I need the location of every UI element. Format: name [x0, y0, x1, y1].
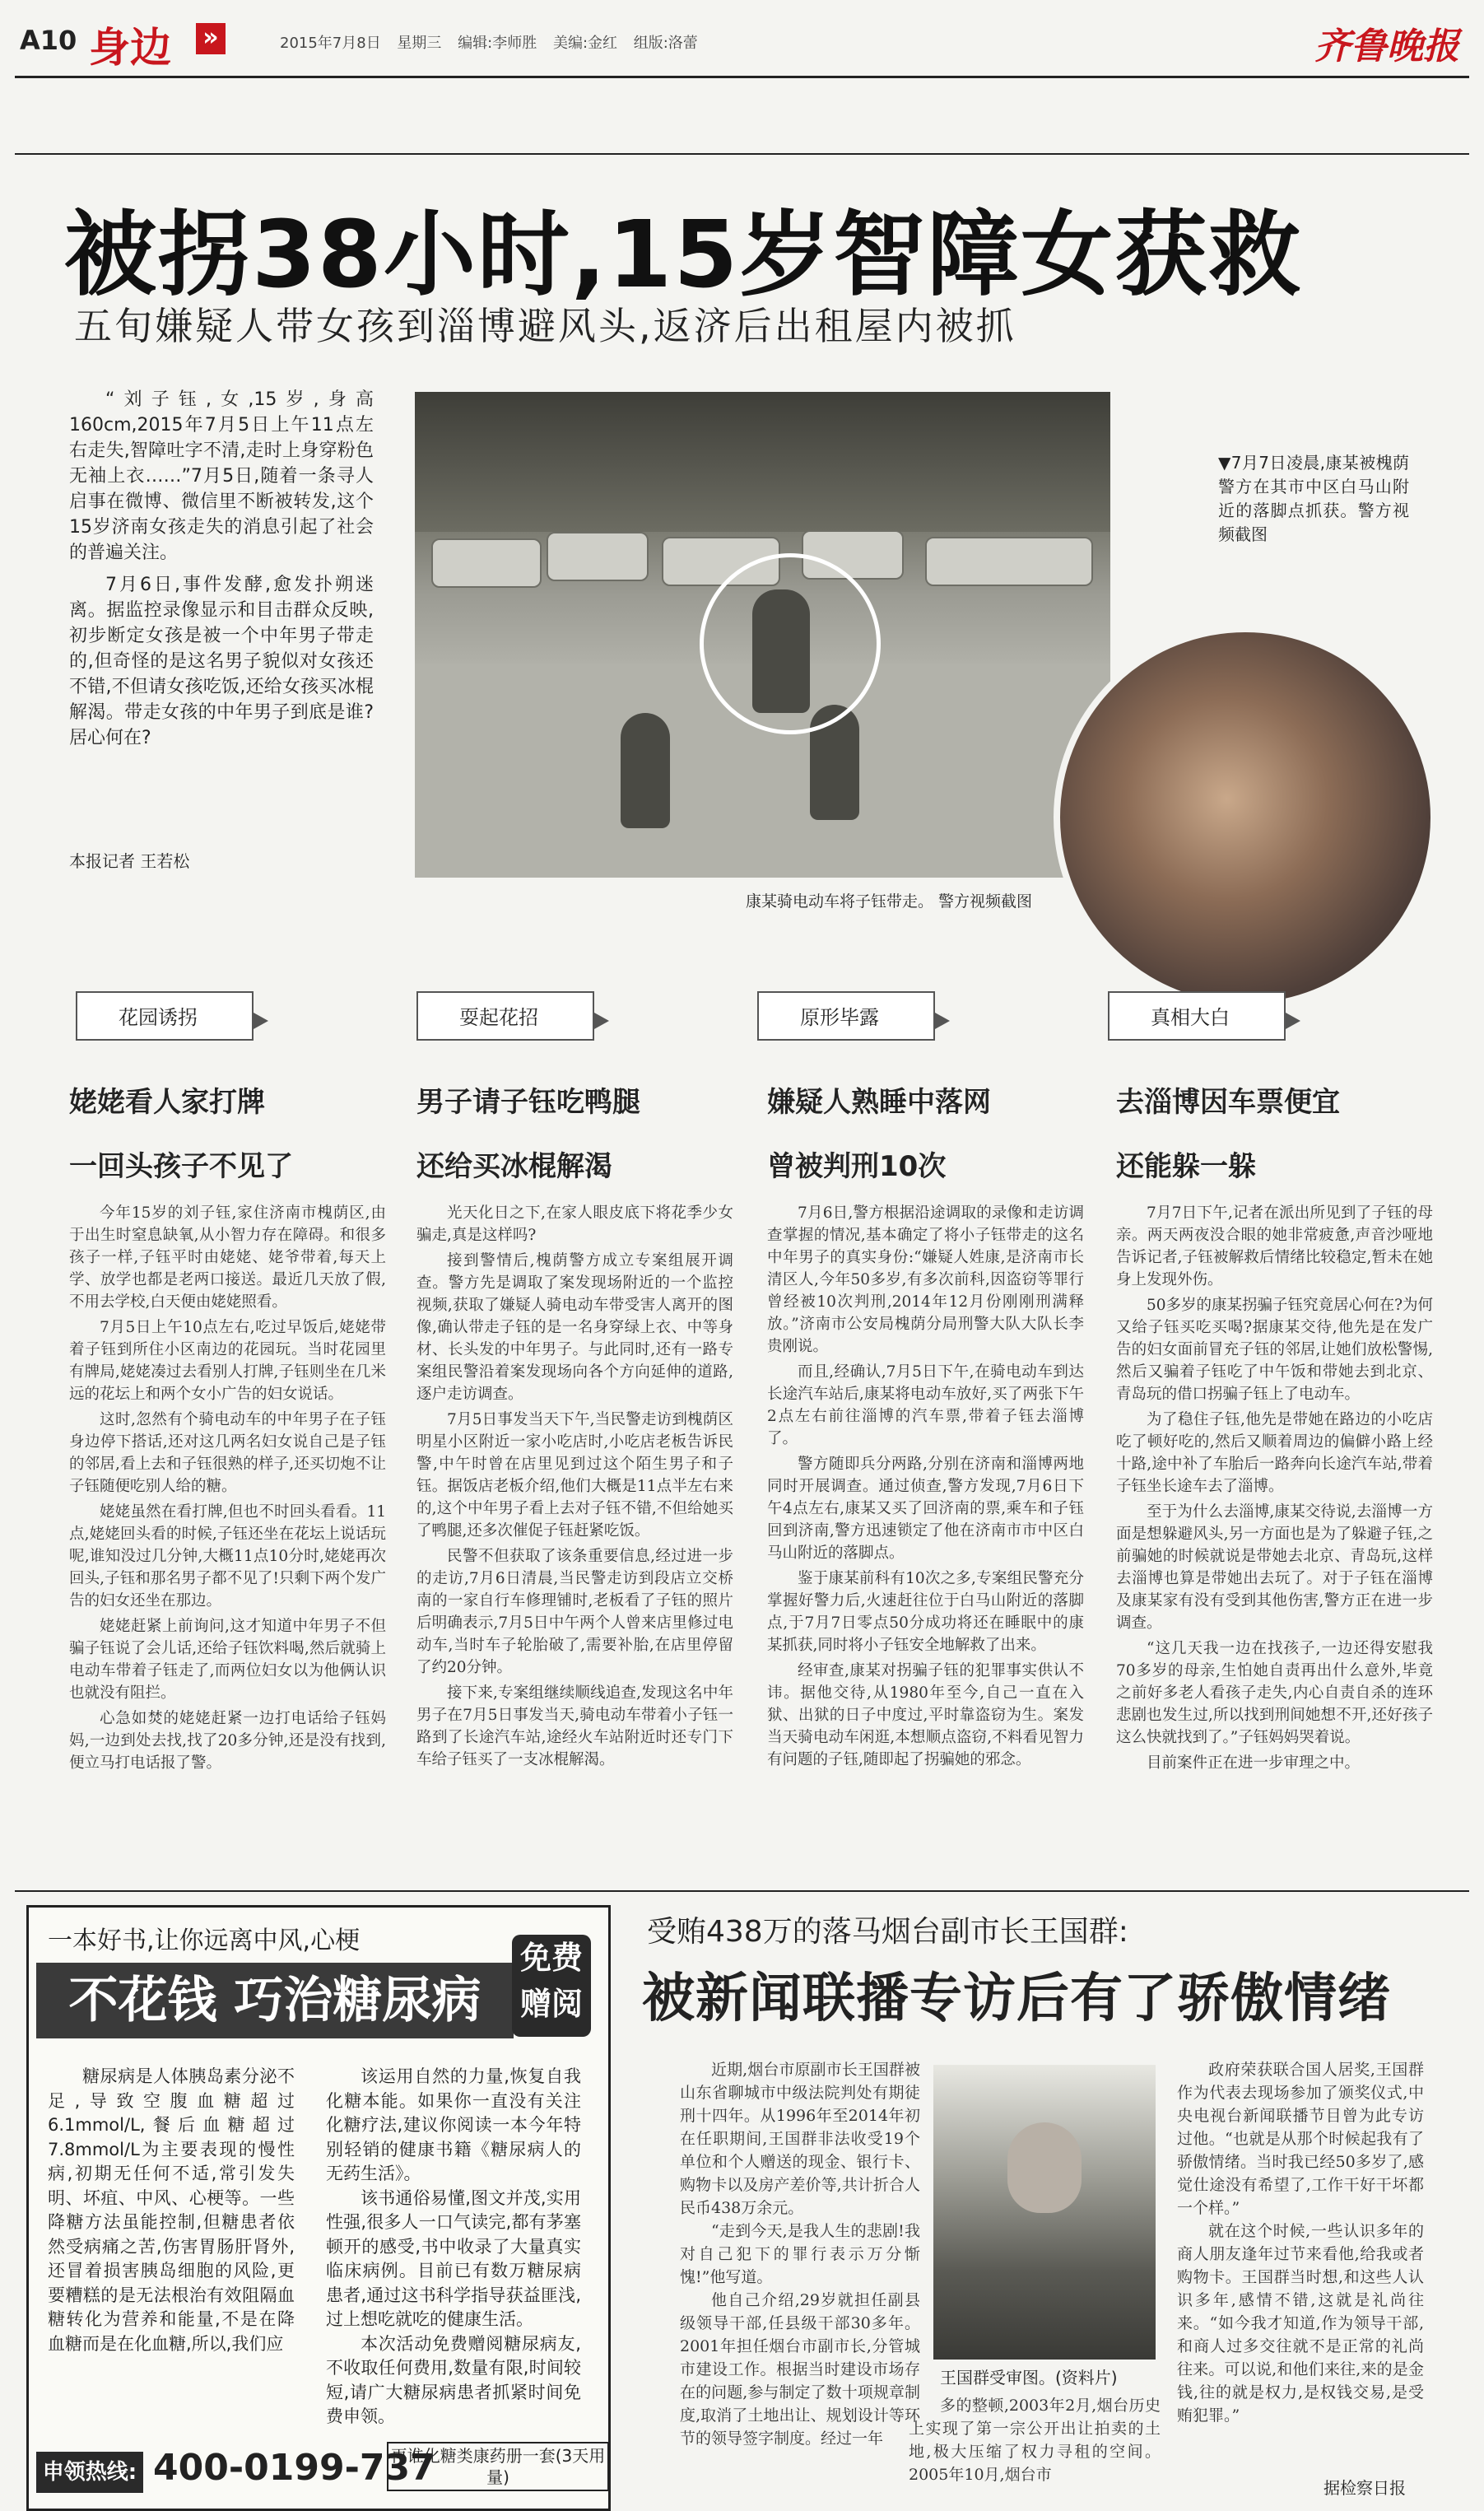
- column-heading-line: 还给买冰棍解渴: [416, 1150, 612, 1183]
- issue-meta: 2015年7月8日 星期三 编辑:李师胜 美编:金红 组版:洛蕾: [280, 35, 698, 52]
- ad-badge-line: 赠阅: [519, 1986, 583, 2022]
- reporter-byline: 本报记者 王若松: [69, 851, 190, 871]
- photo-trees: [415, 392, 1110, 532]
- paragraph: 经审查,康某对拐骗子钰的犯罪事实供认不讳。据他交待,从1980年至今,自己一直在入狱、出狱的日子中度过,平时靠盗窃为生。案发当天骑电动车闲逛,本想顺点盗窃,不料看见智力有问题的子钰,随即起了拐骗她的邪念。: [767, 1662, 1084, 1768]
- photo-figure: [1007, 2122, 1082, 2213]
- column-heading-line: 去淄博因车票便宜: [1116, 1086, 1340, 1119]
- column-heading-line: 男子请子钰吃鸭腿: [416, 1086, 640, 1119]
- paragraph: 姥姥赶紧上前询问,这才知道中年男子不但骗子钰说了会儿话,还给子钰饮料喝,然后就骑上电动车带着子钰走了,而两位妇女以为他俩认识也就没有阻拦。: [69, 1618, 386, 1702]
- paragraph: 姥姥虽然在看打牌,但也不时回头看看。11点,姥姥回头看的时候,子钰还坐在花坛上说话玩呢,谁知没过几分钟,大概11点10分时,姥姥再次回头,子钰和那名男子都不见了!只剩下两个发广告的妇女还坐在那边。: [69, 1503, 386, 1610]
- paragraph: 就在这个时候,一些认识多年的商人朋友逢年过节来看他,给我或者购物卡。王国群当时想,和这些人认识多年,感情不错,这就是礼尚往来。“如今我才知道,作为领导干部,和商人过多交往就不是正常的礼尚往来。可以说,和他们来往,来的是金钱,往的就是权力,是权钱交易,是受贿犯罪。”: [1177, 2222, 1424, 2425]
- paragraph: 7月7日下午,记者在派出所见到了子钰的母亲。两天两夜没合眼的她非常疲惫,声音沙哑地告诉记者,子钰被解救后情绪比较稳定,暂未在她身上发现外伤。: [1116, 1204, 1433, 1288]
- column-body-1: [69, 1202, 386, 1777]
- photo-caption: 康某骑电动车将子钰带走。 警方视频截图: [746, 892, 1033, 911]
- ad-body-col-2: [326, 2065, 581, 2429]
- paragraph: 近期,烟台市原副市长王国群被山东省聊城市中级法院判处有期徒刑十四年。从1996年至2014年初在任职期间,王国群非法收受19个单位和个人赠送的现金、银行卡、购物卡以及房产差价等,共计折合人民币438万余元。: [680, 2061, 920, 2217]
- tab-section-4: 真相大白: [1108, 991, 1286, 1041]
- tab-section-2: 耍起花招: [416, 991, 594, 1041]
- column-heading-line: 姥姥看人家打牌: [69, 1086, 265, 1119]
- column-heading-1: [69, 1070, 398, 1199]
- trial-photo-caption: 王国群受审图。(资料片): [940, 2368, 1118, 2388]
- ad-body-col-1: [48, 2065, 295, 2356]
- column-heading-line: 一回头孩子不见了: [69, 1150, 293, 1183]
- paragraph: 他自己介绍,29岁就担任副县级领导干部,任县级干部30多年。2001年担任烟台市副市长,分管城市建设工作。根据当时建设市场存在的问题,参与制定了数十项规章制度,取消了土地出让、规划设计等环节的领导签字制度。经过一年: [680, 2291, 920, 2448]
- column-body-2: [416, 1202, 733, 1774]
- column-body-4: [1116, 1202, 1433, 1777]
- paragraph: 至于为什么去淄博,康某交待说,去淄博一方面是想躲避风头,另一方面也是为了躲避子钰,之前骗她的时候就说是带她去北京、青岛玩,这样去淄博也算是带她出去玩了。对于子钰在淄博及康某家有没有受到其他伤害,警方正在进一步调查。: [1116, 1503, 1433, 1632]
- paragraph: 民警不但获取了该条重要信息,经过进一步的走访,7月6日清晨,当民警走访到段店立交桥南的一家自行车修理铺时,老板看了子钰的照片后明确表示,7月5日中午两个人曾来店里修过电动车,当时车子轮胎破了,需要补胎,在店里停留了约20分钟。: [416, 1548, 733, 1676]
- column-body-3: [767, 1202, 1084, 1774]
- ad-hotline-label: 申领热线:: [36, 2452, 143, 2493]
- ad-title: 不花钱 巧治糖尿病: [36, 1963, 514, 2038]
- tab-section-3: 原形毕露: [757, 991, 935, 1041]
- paragraph: 50多岁的康某拐骗子钰究竟居心何在?为何又给子钰买吃买喝?据康某交待,他先是在发广告的妇女面前冒充子钰的邻居,让她们放松警惕,然后又骗着子钰吃了中午饭和带她去到北京、青岛玩的借口拐骗子钰上了电动车。: [1116, 1297, 1433, 1403]
- column-heading-3: [767, 1070, 1096, 1199]
- lead-text: [69, 387, 374, 757]
- paragraph: 接到警情后,槐荫警方成立专案组展开调查。警方先是调取了案发现场附近的一个监控视频,获取了嫌疑人骑电动车带受害人离开的图像,确认带走子钰的是一名身穿绿上衣、中等身材、长头发的中年男子。与此同时,还有一路专案组民警沿着案发现场向各个方向延伸的道路,逐户走访调查。: [416, 1252, 733, 1403]
- header-rule: [15, 76, 1469, 78]
- photo-car: [431, 538, 542, 588]
- paragraph: 今年15岁的刘子钰,家住济南市槐荫区,由于出生时窒息缺氧,从小智力存在障碍。和很多孩子一样,子钰平时由姥姥、姥爷带着,每天上学、放学也都是老两口接送。最近几天放了假,不用去学校,白天便由姥姥照看。: [69, 1204, 386, 1311]
- paragraph: “这几天我一边在找孩子,一边还得安慰我70多岁的母亲,生怕她自责再出什么意外,毕竟之前好多老人看孩子走失,内心自责自杀的连环悲剧也发生过,所以找到刑间她想不开,还好孩子这么快就找到了。”子钰妈妈哭着说。: [1116, 1640, 1433, 1746]
- story2-col-1: [680, 2058, 920, 2450]
- lead-paragraph: “刘子钰,女,15岁,身高160cm,2015年7月5日上午11点左右走失,智障吐字不清,走时上身穿粉色无袖上衣……”7月5日,随着一条寻人启事在微博、微信里不断被转发,这个15岁济南女孩走失的消息引起了社会的普遍关注。: [69, 389, 374, 563]
- section-arrow-icon: »: [196, 23, 226, 54]
- ad-tagline: 一本好书,让你远离中风,心梗: [48, 1926, 361, 1955]
- paragraph: 目前案件正在进一步审理之中。: [1147, 1754, 1361, 1772]
- paragraph: 警方随即兵分两路,分别在济南和淄博两地同时开展调查。通过侦查,警方发现,7月6日下午4点左右,康某又买了回济南的票,乘车和子钰回到济南,警方迅速锁定了他在济南市市中区白马山附近的落脚点。: [767, 1456, 1084, 1562]
- paragraph: 政府荣获联合国人居奖,王国群作为代表去现场参加了颁奖仪式,中央电视台新闻联播节目曾为此专访过他。“也就是从那个时候起我有了骄傲情绪。当时我已经50多岁了,感觉仕途没有希望了,工作干好干坏都一个样。”: [1177, 2061, 1424, 2217]
- ad-free-badge: [512, 1935, 591, 2037]
- tab-section-1: 花园诱拐: [76, 991, 254, 1041]
- subheadline: 五旬嫌疑人带女孩到淄博避风头,返济后出租屋内被抓: [74, 304, 1016, 348]
- headline: 被拐38小时,15岁智障女获救: [64, 202, 1303, 309]
- highlight-circle: [700, 553, 881, 734]
- story2-headline: 被新闻联播专访后有了骄傲情绪: [642, 1968, 1391, 2029]
- ad-offer-note: 再谁化糖类康药册一套(3天用量): [387, 2442, 609, 2491]
- section-name: 身边: [89, 23, 171, 72]
- ad-paragraph: 该运用自然的力量,恢复自我化糖本能。如果你一直没有关注化糖疗法,建议你阅读一本今年特别轻销的健康书籍《糖尿病人的无药生活》。: [326, 2066, 581, 2183]
- story2-source: 据检察日报: [1324, 2478, 1406, 2498]
- page-number: A10: [20, 25, 77, 56]
- story2-col-3: [1177, 2058, 1424, 2427]
- masthead-logo: 齐鲁晚报: [1314, 26, 1459, 68]
- paragraph: 鉴于康某前科有10次之多,专案组民警充分掌握好警力后,火速赶往位于白马山附近的落脚点,于7月7日零点50分成功将还在睡眠中的康某抓获,同时将小子钰安全地解救了出来。: [767, 1570, 1084, 1654]
- paragraph: “走到今天,是我人生的悲剧!我对自己犯下的罪行表示万分惭愧!”他写道。: [680, 2222, 920, 2286]
- photo-scooter: [621, 713, 670, 828]
- story2-kicker: 受贿438万的落马烟台副市长王国群:: [647, 1915, 1128, 1949]
- arrest-photo: [1054, 626, 1437, 1009]
- ad-paragraph: 本次活动免费赠阅糖尿病友,不收取任何费用,数量有限,时间较短,请广大糖尿病患者抓紧时间免费申领。: [326, 2333, 581, 2426]
- column-heading-line: 嫌疑人熟睡中落网: [767, 1086, 991, 1119]
- story2-col-2: [909, 2394, 1161, 2486]
- paragraph: 7月5日上午10点左右,吃过早饭后,姥姥带着子钰到所住小区南边的花园玩。当时花园里有牌局,姥姥凑过去看别人打牌,子钰则坐在几米远的花坛上和两个女小广告的妇女说话。: [69, 1319, 386, 1403]
- paragraph: 7月5日事发当天下午,当民警走访到槐荫区明星小区附近一家小吃店时,小吃店老板告诉民警,中午时曾在店里见到过这个陌生男子和子钰。据饭店老板介绍,他们大概是11点半左右来的,这个中年男子看上去对子钰不错,不但给她买了鸭腿,还多次催促子钰赶紧吃饭。: [416, 1411, 733, 1540]
- photo-car: [925, 537, 1093, 586]
- paragraph: 而且,经确认,7月5日下午,在骑电动车到达长途汽车站后,康某将电动车放好,买了两张下午2点左右前往淄博的汽车票,带着子钰去淄博了。: [767, 1363, 1084, 1447]
- paragraph: 这时,忽然有个骑电动车的中年男子在子钰身边停下搭话,还对这几两名妇女说自己是子钰的邻居,看上去和子钰很熟的样子,还买切炮不让子钰随便吃别人给的糖。: [69, 1411, 386, 1495]
- lead-paragraph: 7月6日,事件发酵,愈发扑朔迷离。据监控录像显示和目击群众反映,初步断定女孩是被一个中年男子带走的,但奇怪的是这名男子貌似对女孩还不错,不但请女孩吃饭,还给女孩买冰棍解渴。带走女孩的中年男子到底是谁?居心何在?: [69, 575, 374, 748]
- column-heading-line: 曾被判刑10次: [767, 1150, 947, 1183]
- column-heading-2: [416, 1070, 746, 1199]
- ad-paragraph: 该书通俗易懂,图文并茂,实用性强,很多人一口气读完,都有茅塞顿开的感受,书中收录了大量真实临床病例。目前已有数万糖尿病患者,通过这书科学指导获益匪浅,过上想吃就吃的健康生活。: [326, 2187, 581, 2329]
- paragraph: 7月6日,警方根据沿途调取的录像和走访调查掌握的情况,基本确定了将小子钰带走的这名中年男子的真实身份:“嫌疑人姓康,是济南市长清区人,今年50多岁,有多次前科,因盗窃等罪行曾经被10次判刑,2014年12月份刚刚刑满释放。”济南市公安局槐荫分局刑警大队大队长李贵刚说。: [767, 1204, 1084, 1355]
- ad-badge-line: 免费: [519, 1940, 583, 1976]
- column-heading-line: 还能躲一躲: [1116, 1150, 1256, 1183]
- column-heading-4: [1116, 1070, 1445, 1199]
- paragraph: 接下来,专案组继续顺线追查,发现这名中年男子在7月5日事发当天,骑电动车带着小子钰一路到了长途汽车站,途经火车站附近时还专门下车给子钰买了一支冰棍解渴。: [416, 1684, 733, 1768]
- paragraph: 为了稳住子钰,他先是带她在路边的小吃店吃了顿好吃的,然后又顺着周边的偏僻小路上经十路,途中补了车胎后一路奔向长途汽车站,带着子钰坐长途车去了淄博。: [1116, 1411, 1433, 1495]
- photo-car: [547, 532, 649, 581]
- paragraph: 多的整顿,2003年2月,烟台历史上实现了第一宗公开出让拍卖的土地,极大压缩了权力寻租的空间。2005年10月,烟台市: [909, 2397, 1161, 2484]
- trial-photo: [933, 2065, 1156, 2360]
- arrest-photo-caption: ▼7月7日凌晨,康某被槐荫警方在其市中区白马山附近的落脚点抓获。警方视频截图: [1218, 453, 1409, 544]
- paragraph: 心急如焚的姥姥赶紧一边打电话给子钰妈妈,一边到处去找,找了20多分钟,还是没有找到,便立马打电话报了警。: [69, 1710, 386, 1772]
- bottom-section-rule: [15, 1890, 1469, 1892]
- paragraph: 光天化日之下,在家人眼皮底下将花季少女骗走,真是这样吗?: [416, 1204, 733, 1244]
- ad-hotline-number: 400-0199-737: [153, 2447, 435, 2489]
- top-rule: [15, 153, 1469, 155]
- ad-paragraph: 糖尿病是人体胰岛素分泌不足,导致空腹血糖超过6.1mmol/L,餐后血糖超过7.8mmol/L为主要表现的慢性病,初期无任何不适,常引发失明、坏疽、中风、心梗等。一些降糖方法虽能控制,但糖患者依然受病痛之苦,伤害胃肠肝肾外,还冒着损害胰岛细胞的风险,更要糟糕的是无法根治有效阻隔血糖转化为营养和能量,不是在降血糖而是在化血糖,所以,我们应: [48, 2066, 295, 2354]
